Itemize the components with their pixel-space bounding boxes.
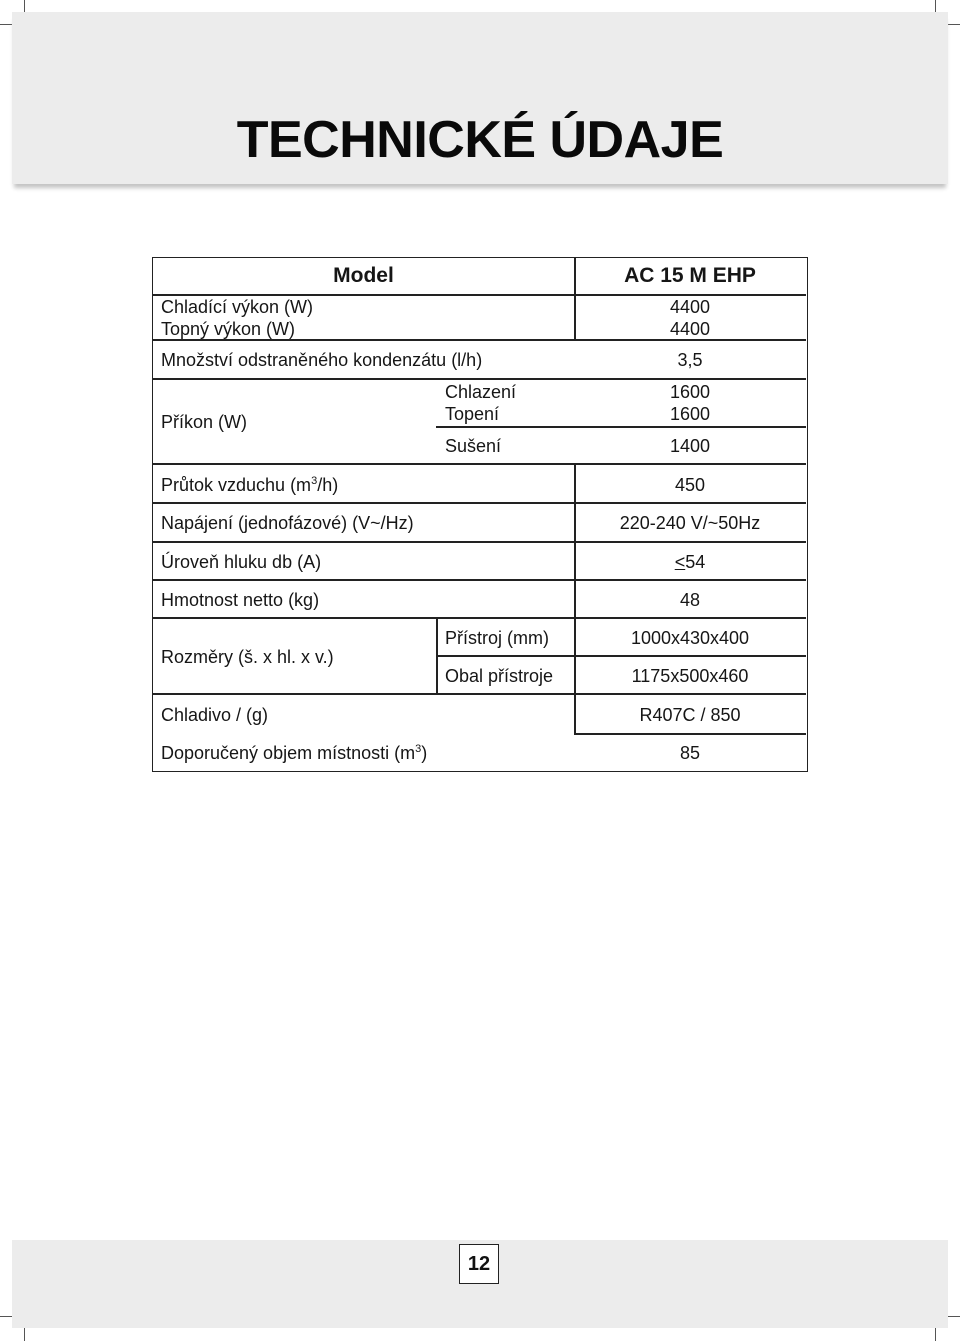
- airflow-value: 450: [674, 475, 706, 495]
- dimensions-device-label: Přístroj (mm): [445, 628, 549, 648]
- supply-label: Napájení (jednofázové) (V~/Hz): [161, 513, 414, 533]
- refrigerant-label: Chladivo / (g): [161, 705, 269, 725]
- power-drying-value: 1400: [669, 436, 711, 456]
- table-divider: [153, 502, 806, 504]
- table-divider: [153, 541, 806, 543]
- room-volume-label-sup: 3: [415, 743, 422, 755]
- crop-mark: [935, 1327, 936, 1341]
- airflow-label-pre: Průtok vzduchu (m: [161, 475, 312, 495]
- room-volume-label-pre: Doporučený objem místnosti (m: [161, 743, 416, 763]
- refrigerant-value: R407C / 850: [639, 705, 741, 725]
- power-drying-label: Sušení: [445, 436, 502, 456]
- condensate-label: Množství odstraněného kondenzátu (l/h): [161, 350, 483, 370]
- table-divider: [153, 463, 806, 465]
- noise-value-number: 54: [685, 552, 706, 572]
- dimensions-package-value: 1175x500x460: [631, 666, 749, 686]
- table-divider: [153, 693, 806, 695]
- model-header-label: Model: [333, 264, 394, 287]
- cooling-power-label: Chladící výkon (W): [161, 297, 314, 317]
- table-divider: [153, 579, 806, 581]
- power-input-label: Příkon (W): [161, 412, 248, 432]
- dimensions-device-value: 1000x430x400: [630, 628, 750, 648]
- power-heating-label: Topení: [445, 404, 500, 424]
- table-divider: [436, 426, 806, 428]
- airflow-label-sup: 3: [311, 475, 318, 487]
- noise-value: [574, 551, 806, 573]
- cooling-power-value: 4400: [669, 297, 711, 317]
- crop-mark: [946, 24, 960, 25]
- dimensions-label: Rozměry (š. x hl. x v.): [161, 647, 334, 667]
- noise-value-symbol: <: [674, 552, 686, 572]
- page-title: TECHNICKÉ ÚDAJE: [236, 111, 724, 169]
- table-divider: [436, 655, 806, 657]
- supply-value: 220-240 V/~50Hz: [619, 513, 761, 533]
- weight-label: Hmotnost netto (kg): [161, 590, 320, 610]
- weight-value: 48: [679, 590, 701, 610]
- model-header-value: AC 15 M EHP: [624, 264, 756, 287]
- crop-mark: [946, 1316, 960, 1317]
- power-heating-value: 1600: [669, 404, 711, 424]
- power-cooling-label: Chlazení: [445, 382, 517, 402]
- room-volume-label-post: ): [421, 743, 428, 763]
- table-divider: [574, 733, 806, 735]
- table-divider: [153, 617, 806, 619]
- heating-power-label: Topný výkon (W): [161, 319, 296, 339]
- noise-label: Úroveň hluku db (A): [161, 552, 322, 572]
- condensate-value: 3,5: [677, 350, 703, 370]
- crop-mark: [24, 1327, 25, 1341]
- power-cooling-value: 1600: [669, 382, 711, 402]
- room-volume-value: 85: [679, 743, 701, 763]
- spec-table: [152, 257, 808, 772]
- room-volume-label: [161, 742, 427, 764]
- heating-power-value: 4400: [669, 319, 711, 339]
- dimensions-package-label: Obal přístroje: [445, 666, 554, 686]
- table-divider: [153, 378, 806, 380]
- page-number: 12: [459, 1244, 499, 1284]
- airflow-label-post: /h): [317, 475, 339, 495]
- airflow-label: [161, 474, 338, 496]
